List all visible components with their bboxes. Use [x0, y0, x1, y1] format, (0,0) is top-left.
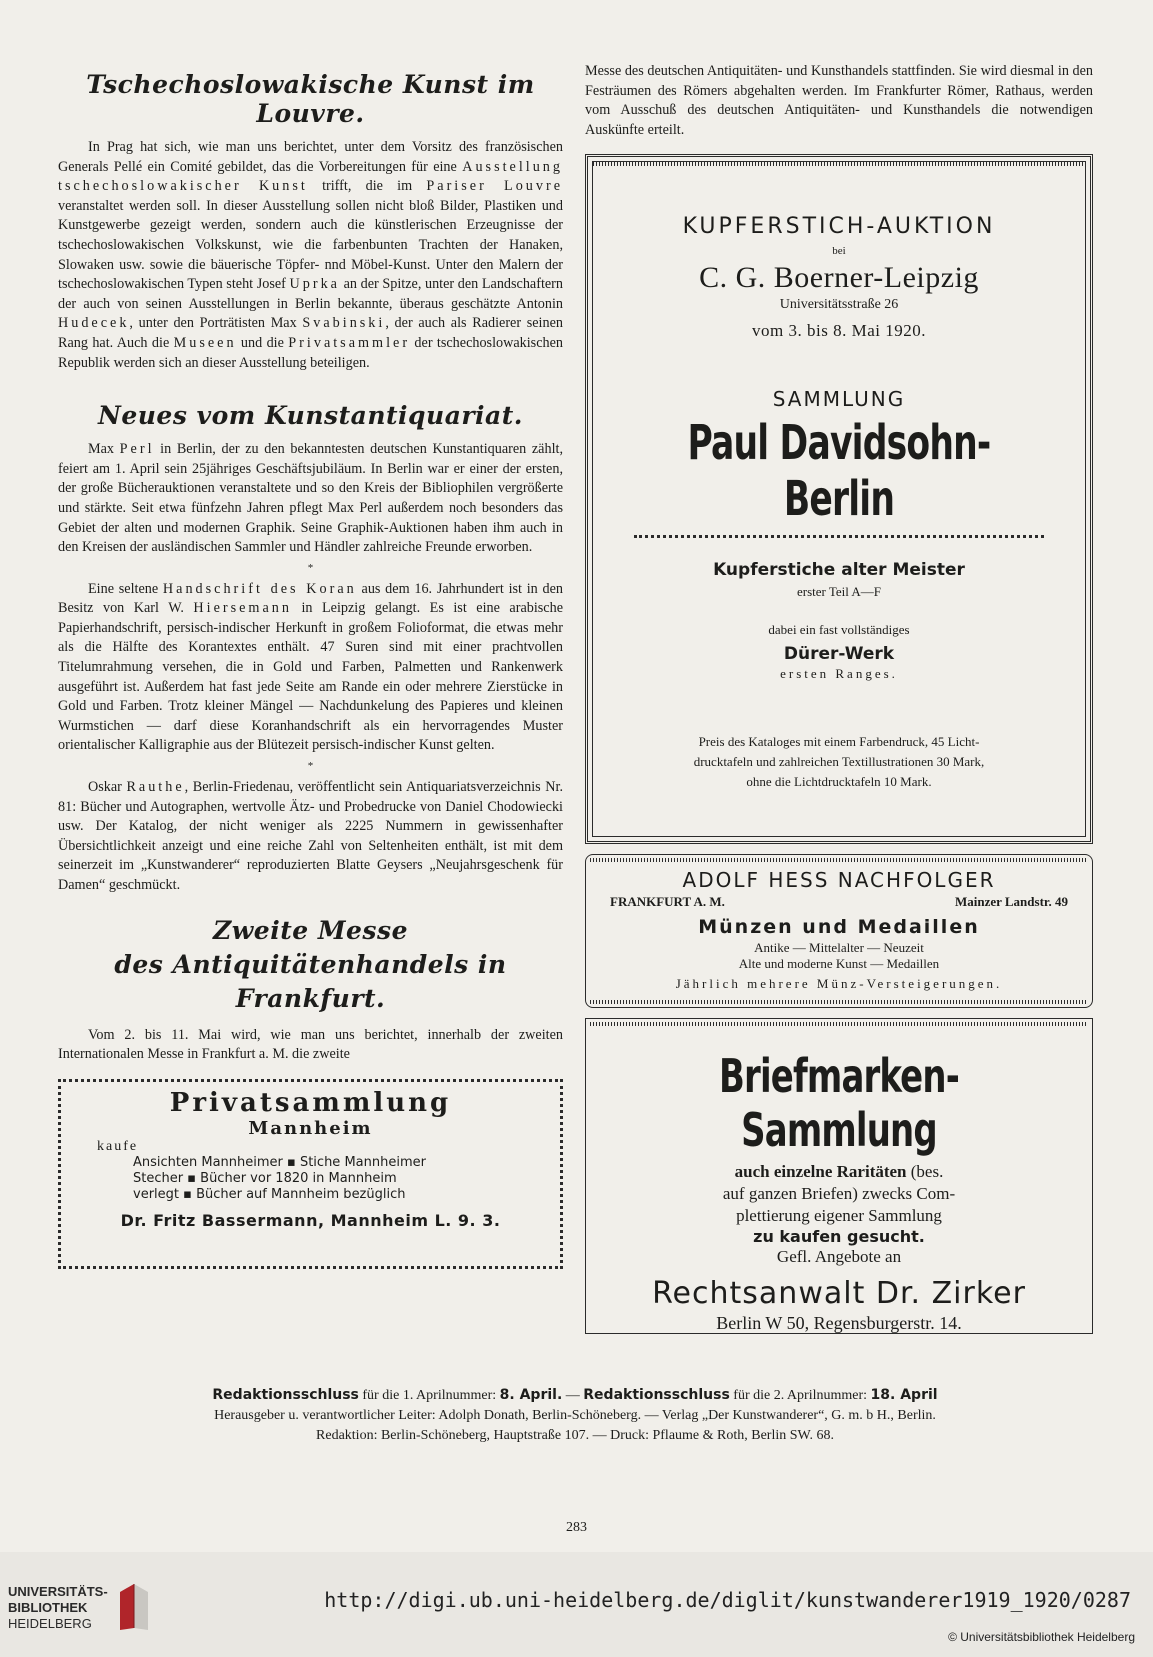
- ad-preis-line: drucktafeln und zahlreichen Textillustrationen 30 Mark,: [693, 754, 985, 770]
- text-run: (bes.: [906, 1162, 944, 1182]
- text-run: der tschechoslowakischen Republik werden sich an dieser Ausstellung beteiligen.: [58, 334, 563, 371]
- ad-dabei: dabei ein fast vollständiges: [768, 622, 910, 638]
- page-number: 283: [566, 1520, 587, 1535]
- text-run-bold: Redaktionsschluss: [583, 1387, 730, 1403]
- ad-address: Berlin W 50, Regensburgerstr. 14.: [716, 1313, 962, 1334]
- ad-bei: bei: [832, 245, 846, 258]
- separator-asterisk: *: [307, 561, 314, 574]
- ad-preis-line: ohne die Lichtdrucktafeln 10 Mark.: [746, 774, 932, 790]
- text-run: für die 2. Aprilnummer:: [729, 1388, 871, 1403]
- ad-city: FRANKFURT A. M.: [610, 894, 725, 910]
- logo-line: UNIVERSITÄTS-: [8, 1584, 108, 1599]
- text-run: —: [562, 1388, 584, 1403]
- ad-owner: Dr. Fritz Bassermann, Mannheim L. 9. 3.: [120, 1210, 501, 1230]
- footer-notes: [70, 1385, 1080, 1446]
- ad-line: plettierung eigener Sammlung: [736, 1206, 942, 1226]
- ad-rang: ersten Ranges.: [780, 666, 898, 682]
- copyright-notice: © Universitätsbibliothek Heidelberg: [948, 1630, 1135, 1644]
- text-run-spaced: Rauthe: [126, 779, 185, 796]
- article-body-koran: [58, 580, 563, 756]
- ad-preis-line: Preis des Kataloges mit einem Farbendruck, 45 Licht-: [698, 734, 980, 750]
- ad-teil: erster Teil A—F: [796, 584, 882, 600]
- ad-collection-name: Paul Davidsohn-Berlin: [687, 415, 991, 528]
- ad-address: Universitätsstraße 26: [779, 297, 899, 313]
- library-logo-text: [8, 1584, 108, 1632]
- ad-subtitle: Kupferstiche alter Meister: [713, 560, 965, 581]
- ad-content: [613, 192, 1065, 792]
- text-run: für die 1. Aprilnummer:: [358, 1388, 500, 1403]
- text-run: an der Spitze, unter den Landschaftern der auch von seinen Ausstellungen in Berlin bekannte, überaus geschätzte Antonin: [58, 276, 563, 312]
- ad-sammlung: SAMMLUNG: [772, 387, 906, 412]
- ad-privatsammlung: [58, 1079, 563, 1269]
- text-run: aus dem 16. Jahrhundert ist in den Besitz von Karl W.: [58, 580, 564, 617]
- text-run-bold: auch einzelne Raritäten: [734, 1162, 907, 1182]
- ad-date: vom 3. bis 8. Mai 1920.: [752, 321, 926, 341]
- title-line: des Antiquitätenhandels in Frankfurt.: [114, 949, 507, 1013]
- footer-line-redaction: Redaktion: Berlin-Schöneberg, Hauptstraße 107. — Druck: Pflaume & Roth, Berlin SW. 68.: [316, 1428, 834, 1443]
- ad-title: ADOLF HESS NACHFOLGER: [682, 868, 996, 893]
- text-run-bold: 8. April.: [499, 1387, 563, 1403]
- text-run: Oskar: [88, 779, 127, 796]
- article-title-messe: [58, 914, 563, 1016]
- ad-line: auf ganzen Briefen) zwecks Com-: [722, 1184, 956, 1204]
- text-run-spaced: Perl: [119, 441, 155, 458]
- article-body-louvre: [58, 138, 563, 373]
- footer-line-publisher: Herausgeber u. verantwortlicher Leiter: Adolph Donath, Berlin-Schöneberg. — Verlag „Der Kunstwanderer“, G. m. b H., Berlin.: [214, 1408, 936, 1423]
- text-run: Max: [88, 441, 120, 458]
- ad-line-bold: zu kaufen gesucht.: [753, 1227, 925, 1247]
- text-run-spaced: Museen: [173, 334, 237, 351]
- text-run: Eine seltene: [88, 580, 163, 597]
- text-run-bold: Redaktionsschluss: [212, 1387, 359, 1403]
- permalink-url[interactable]: http://digi.ub.uni-heidelberg.de/diglit/kunstwanderer1919_1920/0287: [324, 1588, 1131, 1612]
- ad-kaufe: kaufe: [97, 1138, 139, 1154]
- article-body-messe: Vom 2. bis 11. Mai wird, wie man uns berichtet, innerhalb der zweiten Internationalen Messe in Frankfurt a. M. die zweite: [58, 1026, 563, 1063]
- article-body-rauthe: [58, 778, 563, 896]
- ad-adolf-hess: [585, 854, 1093, 1008]
- text-run-spaced: Hiersemann: [193, 600, 292, 617]
- ad-title: Briefmarken-Sammlung: [718, 1049, 959, 1158]
- ad-firm: C. G. Boerner-Leipzig: [699, 261, 979, 295]
- ad-subtitle: Münzen und Medaillen: [698, 916, 980, 939]
- text-run: , Berlin-Friedenau, veröffentlicht sein Antiquariatsverzeichnis Nr. 81: Bücher und Autographen, wertvolle Ätz- und Probedrucke von Daniel Chodowiecki usw. Der Katalog, der nicht weniger als 2225 Nummern in gewissenhafter Übersichtlichkeit anzeigt und eine reiche Zahl von Seltenheiten enthält, ist mit dem seinerzeit im „Kunstwanderer“ reproduzierten Blatte Geysers „Neujahrsgeschenk für Damen“ geschmückt.: [58, 779, 563, 893]
- ad-line: Antike — Mittelalter — Neuzeit: [754, 940, 924, 956]
- right-column: [585, 62, 1093, 1334]
- text-run: in Berlin, der zu den bekanntesten deutschen Kunstantiquaren zählt, feiert am 1. April sein 25jähriges Geschäftsjubiläum. In Berlin war er einer der ersten, der große Bücherauktionen veranstaltete und so den Kreis der Bibliophilen vergrößerte und stärkte. Seit etwa fünfzehn Jahren pflegt Max Perl außerdem noch besonders das Gebiet der alten und modernen Graphik. Seine Graphik-Auktionen haben ihm auch in den Kreisen der ausländischen Sammler und Händler zahlreiche Freunde erworben.: [58, 441, 563, 556]
- ad-line: Alte und moderne Kunst — Medaillen: [738, 956, 940, 972]
- text-run-spaced: Ausstellung tschechoslowakischer Kunst: [58, 158, 563, 195]
- logo-line: HEIDELBERG: [8, 1616, 92, 1631]
- text-run-bold: 18. April: [870, 1387, 938, 1403]
- library-logo-icon: [116, 1582, 152, 1632]
- ad-line: Gefl. Angebote an: [776, 1247, 902, 1267]
- ad-item-line: verlegt ▪ Bücher auf Mannheim bezüglich: [133, 1186, 406, 1202]
- text-run-spaced: Privatsammler: [288, 334, 411, 351]
- spacer: [58, 373, 563, 393]
- title-line: Zweite Messe: [213, 915, 408, 945]
- article-body-messe-cont: Messe des deutschen Antiquitäten- und Kunsthandels stattfinden. Sie wird diesmal in den Festräumen des Römers abgehalten werden. Im Frankfurter Römer, Rathaus, werden vom Ausschuß des deutschen Antiquitäten- und Kunsthandels die notwendigen Auskünfte erteilt.: [585, 63, 1093, 138]
- text-run: , der auch als Radierer seinen Rang hat. Auch die: [58, 315, 563, 351]
- text-run: und die: [236, 334, 289, 351]
- text-run-spaced: Uprka: [289, 276, 340, 293]
- text-run-spaced: Pariser Louvre: [426, 178, 563, 195]
- ad-item-line: Stecher ▪ Bücher vor 1820 in Mannheim: [133, 1170, 397, 1186]
- ad-kupferstich-auktion: [585, 154, 1093, 844]
- ad-briefmarken: [585, 1018, 1093, 1334]
- logo-line: BIBLIOTHEK: [8, 1600, 88, 1615]
- separator-asterisk: *: [307, 760, 314, 773]
- text-run: in Leipzig gelangt. Es ist eine arabische Papierhandschrift, persisch-indischer Herkunft in großem Folioformat, die etwas mehr als die Hälfte des Korantextes enthält. 47 Suren sind mit einer prachtvollen Titelumrahmung versehen, die in Gold und Farben, Palmetten und Rankenwerk ausgeführt ist. Außerdem hat fast jede Seite am Rande ein oder mehrere Zierstücke in Gold und Farben. Trotz kleiner Mängel — Nachdunkelung des Papieres und kleinen Wurmstichen — darf diese Koranhandschrift als ein hervorragendes Muster orientalischer Kalligraphie aus der Blütezeit persisch-indischer Kunst gelten.: [58, 600, 563, 754]
- article-title-louvre: Tschechoslowakische Kunst im Louvre.: [86, 70, 535, 128]
- footer-line-deadlines: [70, 1385, 1080, 1406]
- article-title-kunstantiquariat: Neues vom Kunstantiquariat.: [97, 401, 524, 431]
- ad-line: [590, 1161, 1088, 1183]
- ad-item-line: Ansichten Mannheimer ▪ Stiche Mannheimer: [133, 1154, 426, 1170]
- left-column: [58, 62, 563, 1269]
- text-run: trifft, die im: [307, 178, 427, 195]
- ad-city: Mannheim: [248, 1117, 373, 1139]
- text-run-spaced: Handschrift des Koran: [162, 580, 357, 597]
- article-body-perl: [58, 440, 563, 558]
- ad-address-row: [596, 894, 1082, 910]
- text-run: veranstaltet werden soll. In dieser Ausstellung sollen nicht bloß Bilder, Plastiken und Kunstgewerbe gezeigt werden, sondern auch die künstlerischen Erzeugnisse der tschechoslowakischen Volkskunst, wie die farbenbunten Trachten der Hanaken, Slowaken usw. sowie die bäuerische Töpfer- nnd Möbel-Kunst. Unter den Malern der tschechoslowakischen Typen steht Josef: [58, 197, 563, 293]
- ad-title: KUPFERSTICH-AUKTION: [682, 214, 996, 240]
- ad-inner-frame: [592, 161, 1086, 837]
- text-run-spaced: Svabinski: [302, 315, 386, 332]
- dotted-rule: [634, 535, 1044, 538]
- ad-jahr: Jährlich mehrere Münz-Versteigerungen.: [675, 976, 1003, 992]
- ad-street: Mainzer Landstr. 49: [954, 894, 1068, 910]
- text-run-spaced: Hudecek: [58, 315, 130, 332]
- text-run: In Prag hat sich, wie man uns berichtet, unter dem Vorsitz des französischen Generals Pellé ein Comité gebildet, das die Vorbereitungen für eine: [58, 139, 563, 175]
- text-run: , unter den Porträtisten Max: [129, 315, 303, 332]
- ad-title: Privatsammlung: [169, 1087, 452, 1118]
- ad-firm: Rechtsanwalt Dr. Zirker: [652, 1276, 1026, 1312]
- ad-durer-werk: Dürer-Werk: [783, 644, 895, 665]
